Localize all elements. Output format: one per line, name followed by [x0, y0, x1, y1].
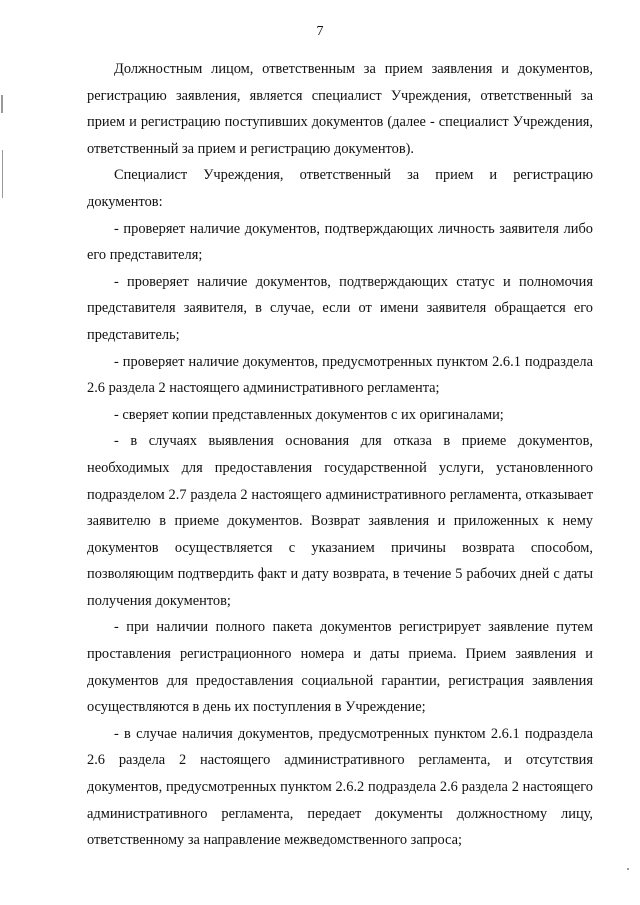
scan-edge-mark: [2, 150, 3, 198]
paragraph: Специалист Учреждения, ответственный за прием и регистрацию документов:: [87, 167, 593, 210]
list-item: - проверяет наличие документов, подтверждающих статус и полномочия представителя заявителя, в случае, если от имени заявителя обращается его представитель;: [87, 273, 593, 343]
document-body: [87, 56, 593, 854]
list-item: - сверяет копии представленных документов с их оригиналами;: [114, 406, 504, 423]
list-item: - при наличии полного пакета документов регистрирует заявление путем проставления регистрационного номера и даты приема. Прием заявления и документов для предоставления социальной гарантии, регистрация заявления осуществляются в день их поступления в Учреждение;: [87, 619, 593, 716]
scan-edge-mark: [627, 868, 629, 870]
paragraph: Должностным лицом, ответственным за прием заявления и документов, регистрацию заявления, является специалист Учреждения, ответственный за прием и регистрацию поступивших документов (далее - специалист Учреждения, ответственный за прием и регистрацию документов).: [87, 61, 593, 157]
list-item: - проверяет наличие документов, предусмотренных пунктом 2.6.1 подраздела 2.6 раздела 2 настоящего административного регламента;: [87, 353, 593, 397]
list-item: - проверяет наличие документов, подтверждающих личность заявителя либо его представителя;: [87, 220, 593, 264]
scan-edge-mark: [1, 95, 3, 113]
page-number: 7: [316, 24, 324, 39]
list-item: - в случае наличия документов, предусмотренных пунктом 2.6.1 подраздела 2.6 раздела 2 настоящего административного регламента, и отсутствия документов, предусмотренных пунктом 2.6.2 подраздела 2.6 раздела 2 настоящего административного регламента, передает документы должностному лицу, ответственному за направление межведомственного запроса;: [87, 725, 593, 849]
list-item: - в случаях выявления основания для отказа в приеме документов, необходимых для предоставления государственной услуги, установленного подразделом 2.7 раздела 2 настоящего административного регламента, отказывает заявителю в приеме документов. Возврат заявления и приложенных к нему документов осуществляется с указанием причины возврата способом, позволяющим подтвердить факт и дату возврата, в течение 5 рабочих дней с даты получения документов;: [87, 433, 593, 609]
